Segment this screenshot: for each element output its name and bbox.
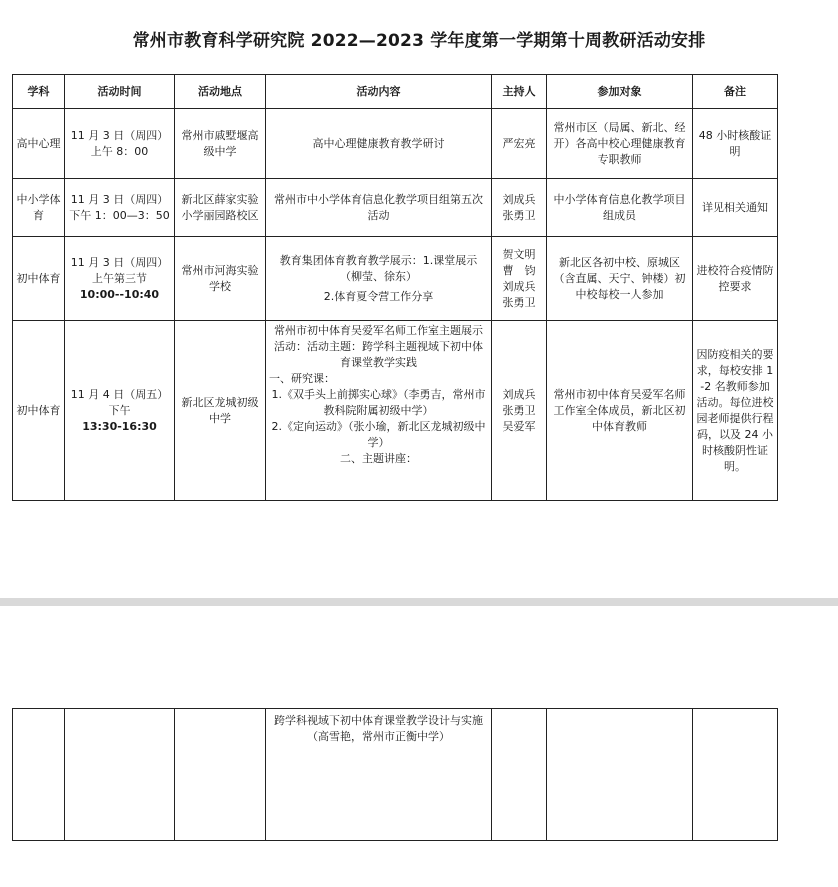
- host-name: 刘成兵: [502, 279, 536, 293]
- cell-remarks: 因防疫相关的要求，每校安排 1-2 名教师参加活动。每位进校园老师提供行程码，以及 24 小时核酸阴性证明。: [693, 321, 778, 501]
- time-line: 11 月 3 日（周四）: [70, 192, 169, 206]
- cell-time: [65, 321, 175, 501]
- header-participants: 参加对象: [547, 75, 693, 109]
- content-line: 一、研究课：: [269, 372, 335, 385]
- cell-time: [65, 109, 175, 179]
- host-name: 曹 钧: [502, 263, 536, 277]
- cell-participants: 常州市区（局属、新北、经开）各高中校心理健康教育专职教师: [547, 109, 693, 179]
- time-line: 下午 1：00—3：50: [69, 208, 170, 222]
- cell-participants: [547, 709, 693, 841]
- cell-location: [175, 709, 266, 841]
- time-line: 上午 8：00: [90, 144, 149, 158]
- document-title: 常州市教育科学研究院 2022—2023 学年度第一学期第十周教研活动安排: [132, 31, 706, 51]
- cell-host: [492, 179, 547, 237]
- table-row: [13, 179, 778, 237]
- time-line: 上午第三节: [92, 271, 147, 285]
- cell-content: [266, 709, 492, 841]
- cell-time: [65, 237, 175, 321]
- table-header-row: [13, 75, 778, 109]
- cell-subject: 中小学体育: [13, 179, 65, 237]
- content-line: 常州市中小学体育信息化教学项目组第五次活动: [274, 192, 483, 222]
- host-name: 张勇卫: [502, 403, 536, 417]
- table-row: [13, 109, 778, 179]
- host-name: 刘成兵: [502, 387, 536, 401]
- page-break: [0, 598, 838, 606]
- cell-subject: 初中体育: [13, 321, 65, 501]
- header-location: 活动地点: [175, 75, 266, 109]
- content-line: 跨学科视域下初中体育课堂教学设计与实施: [274, 714, 483, 727]
- cell-content: [266, 109, 492, 179]
- schedule-table: [12, 74, 778, 501]
- cell-remarks: 进校符合疫情防控要求: [693, 237, 778, 321]
- cell-location: 常州市戚墅堰高级中学: [175, 109, 266, 179]
- table-row: [13, 709, 778, 841]
- host-name: 贺文明: [502, 247, 536, 261]
- content-line: 高中心理健康教育教学研讨: [312, 136, 445, 150]
- host-name: 吴爱军: [502, 419, 536, 433]
- cell-time: [65, 179, 175, 237]
- cell-location: 新北区龙城初级中学: [175, 321, 266, 501]
- time-line: 11 月 4 日（周五）: [70, 387, 169, 401]
- cell-host: [492, 709, 547, 841]
- content-line: 1.《双手头上前掷实心球》（李勇吉，常州市教科院附属初级中学）: [271, 388, 486, 417]
- cell-remarks: [693, 709, 778, 841]
- host-name: 张勇卫: [502, 295, 536, 309]
- cell-remarks: 详见相关通知: [693, 179, 778, 237]
- cell-subject: 初中体育: [13, 237, 65, 321]
- cell-time: [65, 709, 175, 841]
- header-subject: 学科: [13, 75, 65, 109]
- content-line: 2.《定向运动》（张小瑜，新北区龙城初级中学）: [271, 420, 486, 449]
- header-time: 活动时间: [65, 75, 175, 109]
- table-row: [13, 321, 778, 501]
- header-host: 主持人: [492, 75, 547, 109]
- cell-content: [266, 321, 492, 501]
- time-line: 11 月 3 日（周四）: [70, 128, 169, 142]
- cell-content: [266, 179, 492, 237]
- host-name: 张勇卫: [502, 208, 536, 222]
- time-line: 13:30-16:30: [82, 419, 157, 433]
- content-line: 2.体育夏令营工作分享: [323, 289, 434, 303]
- cell-subject: 高中心理: [13, 109, 65, 179]
- cell-participants: 新北区各初中校、原城区（含直属、天宁、钟楼）初中校每校一人参加: [547, 237, 693, 321]
- cell-subject: [13, 709, 65, 841]
- cell-content: [266, 237, 492, 321]
- cell-host: [492, 321, 547, 501]
- cell-location: 常州市河海实验学校: [175, 237, 266, 321]
- schedule-table-continuation: [12, 708, 778, 841]
- table-row: [13, 237, 778, 321]
- time-line: 下午: [108, 403, 131, 417]
- time-line: 10:00--10:40: [79, 287, 160, 301]
- cell-participants: 中小学体育信息化教学项目组成员: [547, 179, 693, 237]
- host-name: 严宏亮: [502, 136, 536, 150]
- content-line: 常州市初中体育吴爱军名师工作室主题展示活动：活动主题：跨学科主题视域下初中体育课堂教学实践: [274, 324, 483, 369]
- content-line: （高雪艳，常州市正衡中学）: [307, 730, 450, 743]
- cell-host: [492, 237, 547, 321]
- header-content: 活动内容: [266, 75, 492, 109]
- content-line: 教育集团体育教育教学展示：1.课堂展示（柳莹、徐东）: [279, 253, 478, 283]
- host-name: 刘成兵: [502, 192, 536, 206]
- cell-host: [492, 109, 547, 179]
- cell-remarks: 48 小时核酸证明: [693, 109, 778, 179]
- cell-location: 新北区薛家实验小学丽园路校区: [175, 179, 266, 237]
- header-remarks: 备注: [693, 75, 778, 109]
- content-line: 二、主题讲座：: [340, 452, 417, 465]
- time-line: 11 月 3 日（周四）: [70, 255, 169, 269]
- cell-participants: 常州市初中体育吴爱军名师工作室全体成员，新北区初中体育教师: [547, 321, 693, 501]
